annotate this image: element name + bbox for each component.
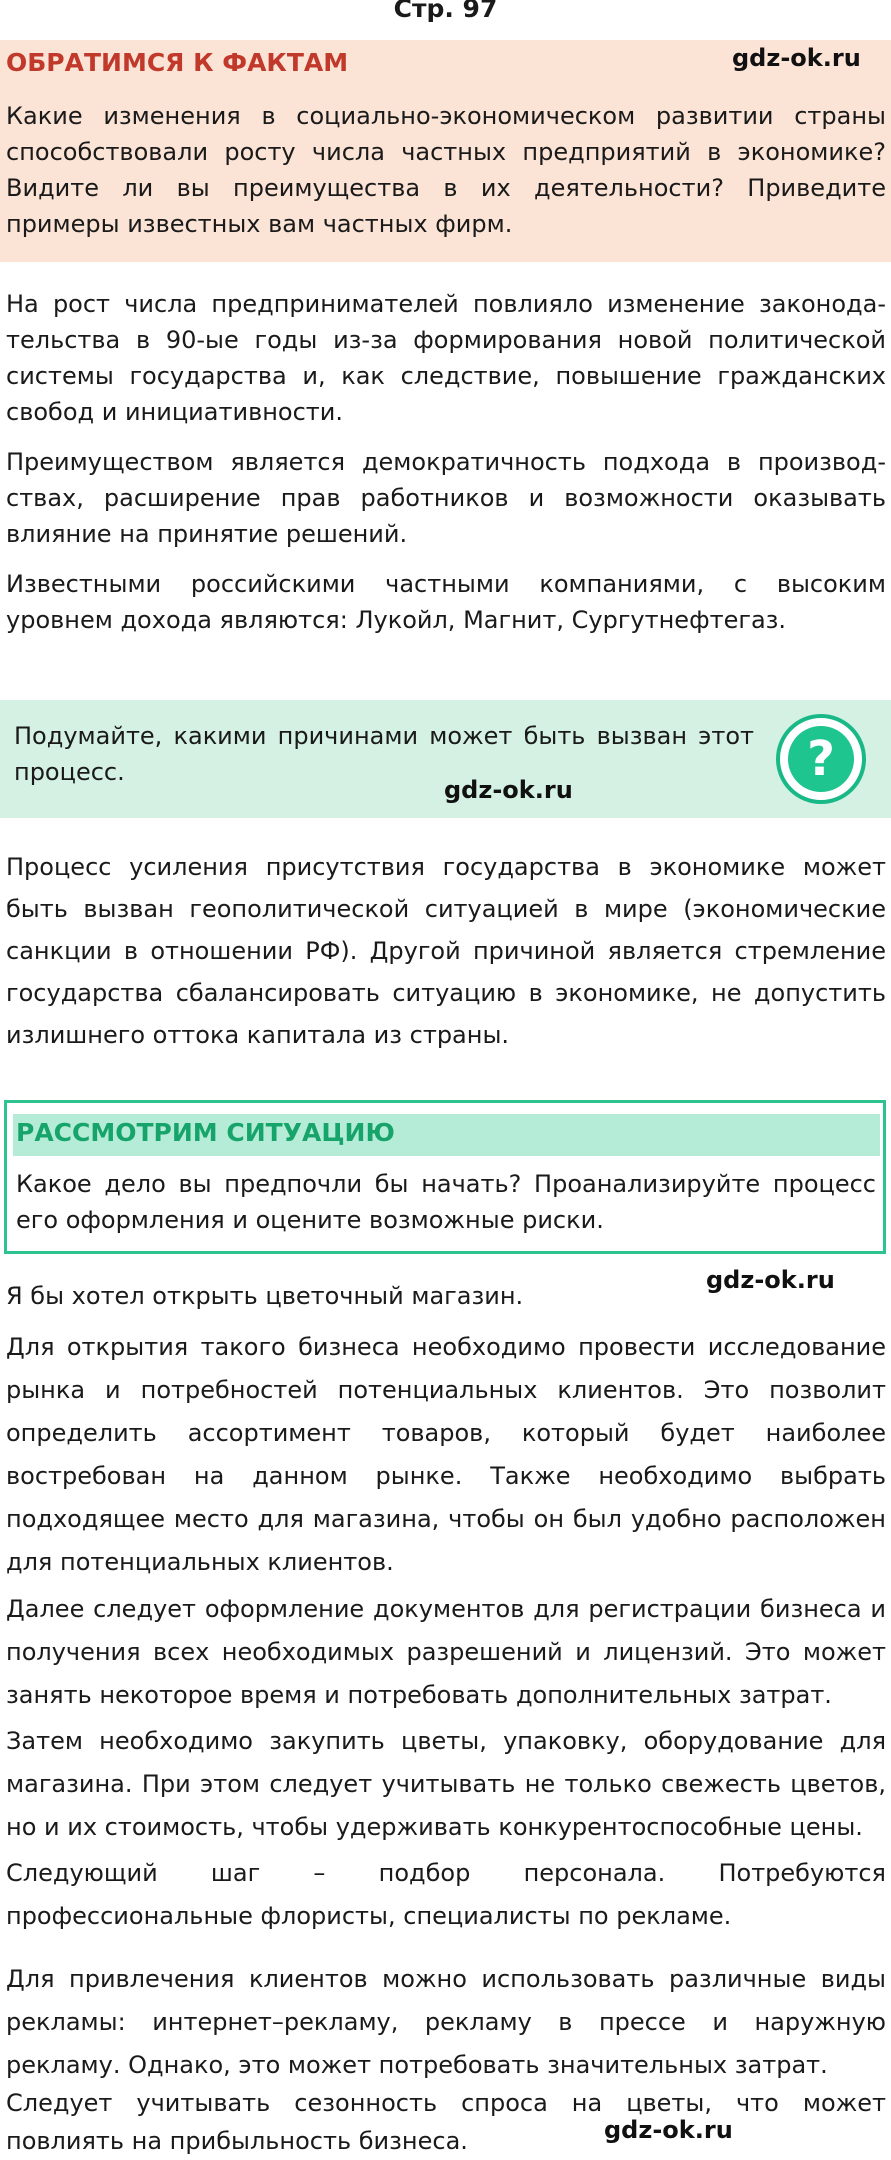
answer-paragraph: Затем необходимо закупить цветы, упаковку, оборудование для магазина. При этом следует учитывать не только свежесть цветов, но и их стоимость, чтобы удерживать конкурентоспособные цены. [6,1727,886,1841]
situation-title: РАССМОТРИМ СИТУАЦИЮ [16,1118,395,1147]
answer-paragraph: Преимуществом является демократичность подхода в производствах, расширение прав работников и возможности оказывать влияние на принятие решений. [6,448,886,548]
situation-question: Какое дело вы предпочли бы начать? Проанализируйте процесс его оформления и оцените возможные риски. [16,1170,876,1234]
answer-paragraph: Процесс усиления присутствия государства в экономике может быть вызван геополитической ситуацией в мире (экономические санкции в отношении РФ). Другой причиной является стремление государства сбалансировать ситуацию в экономике, не допустить излишнего оттока капитала из страны. [6,853,886,1049]
answer-intro: Я бы хотел открыть цветочный магазин. [6,1282,524,1310]
watermark: gdz-ok.ru [732,44,861,72]
answer-paragraph: Следующий шаг – подбор персонала. Потребуются профессиональные флористы, специалисты по рекламе. [6,1859,886,1930]
watermark: gdz-ok.ru [604,2116,733,2144]
question-mark-icon [776,714,866,804]
facts-title: ОБРАТИМСЯ К ФАКТАМ [6,48,349,77]
watermark: gdz-ok.ru [444,776,573,804]
answer-paragraph: Известными российскими частными компаниями, с высоким уровнем дохода являются: Лукойл, Магнит, Сургутнефтегаз. [6,570,886,634]
answer-paragraph: Для привлечения клиентов можно использовать различные виды рекламы: интернет–рекламу, рекламу в прессе и наружную рекламу. Однако, это может потребовать значительных затрат. [6,1965,886,2079]
facts-question: Какие изменения в социально-экономическом развитии страны способствовали росту числа частных предприятий в экономике? Видите ли вы преимущества в их деятельности? Приведите примеры известных вам частных фирм. [6,102,886,238]
answer-paragraph: Следует учитывать сезонность спроса на цветы, что может повлиять на прибыльность бизнеса. [6,2089,886,2155]
answer-paragraph: Для открытия такого бизнеса необходимо провести исследование рынка и потребностей потенциальных клиентов. Это позволит определить ассортимент товаров, который будет наиболее востребован на данном рынке. Также необходимо выбрать подходящее место для магазина, чтобы он был удобно расположен для потенциальных клиентов. [6,1333,886,1576]
think-question: Подумайте, какими причинами может быть вызван этот процесс. [14,722,754,786]
watermark: gdz-ok.ru [706,1266,835,1294]
question-mark-glyph: ? [788,726,854,792]
answer-paragraph: Далее следует оформление документов для регистрации бизнеса и получения всех необходимых разрешений и лицензий. Это может занять некоторое время и потребовать дополнительных затрат. [6,1595,886,1709]
page-number: Стр. 97 [393,0,498,23]
answer-paragraph: На рост числа предпринимателей повлияло изменение законодательства в 90-ые годы из-за формирования новой политической системы государства и, как следствие, повышение гражданских свобод и инициативности. [6,290,886,426]
